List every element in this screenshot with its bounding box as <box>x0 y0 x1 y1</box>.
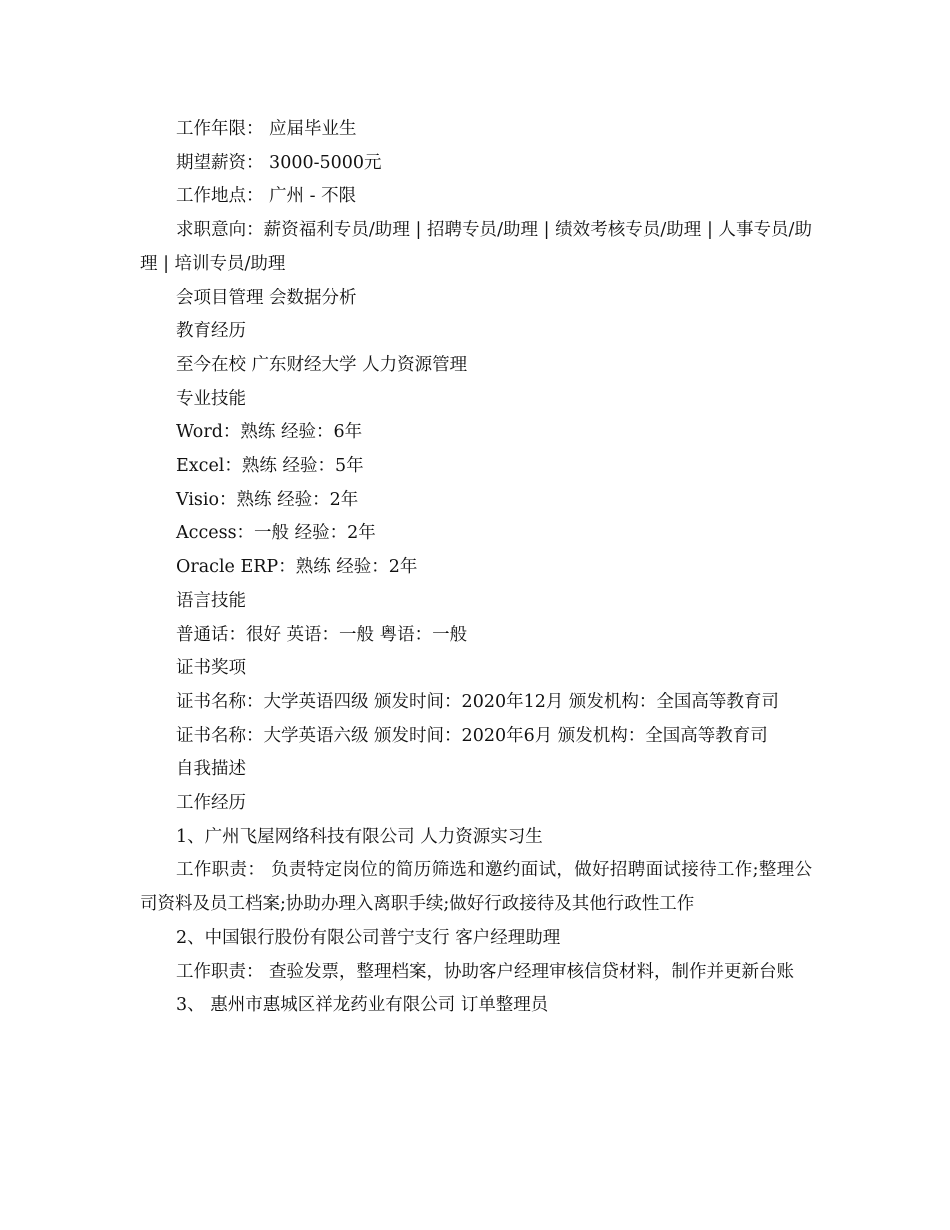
certificates-heading: 证书奖项 <box>176 658 246 679</box>
expected-salary-line: 期望薪资： 3000-5000元 <box>176 152 382 173</box>
self-description-heading: 自我描述 <box>176 759 246 780</box>
skill-excel: Excel：熟练 经验：5年 <box>176 456 364 477</box>
skill-word: Word：熟练 经验：6年 <box>176 422 363 443</box>
education-entry: 至今在校 广东财经大学 人力资源管理 <box>176 354 468 375</box>
job-1-duties: 工作职责： 负责特定岗位的简历筛选和邀约面试，做好招聘面试接待工作;整理公司资料及员工档案;协助办理入离职手续;做好行政接待及其他行政性工作 <box>140 860 812 915</box>
language-entry: 普通话：很好 英语：一般 粤语：一般 <box>176 624 468 645</box>
job-2-title: 2、中国银行股份有限公司普宁支行 客户经理助理 <box>176 927 561 948</box>
certificate-cet6: 证书名称：大学英语六级 颁发时间：2020年6月 颁发机构：全国高等教育司 <box>176 725 768 746</box>
skill-visio: Visio：熟练 经验：2年 <box>176 489 359 510</box>
education-heading: 教育经历 <box>176 321 246 342</box>
document-body <box>140 113 812 1023</box>
extra-skills-line: 会项目管理 会数据分析 <box>176 287 357 308</box>
work-experience-heading: 工作经历 <box>176 793 246 814</box>
language-heading: 语言技能 <box>176 590 246 611</box>
job-3-title: 3、 惠州市惠城区祥龙药业有限公司 订单整理员 <box>176 995 549 1016</box>
job-1-title: 1、广州飞屋网络科技有限公司 人力资源实习生 <box>176 826 543 847</box>
work-years-line: 工作年限： 应届毕业生 <box>176 119 357 139</box>
skill-access: Access：一般 经验：2年 <box>176 523 376 544</box>
certificate-cet4: 证书名称：大学英语四级 颁发时间：2020年12月 颁发机构：全国高等教育司 <box>176 691 779 712</box>
job-2-duties: 工作职责： 查验发票，整理档案，协助客户经理审核信贷材料，制作并更新台账 <box>176 961 795 982</box>
job-intention-line: 求职意向：薪资福利专员/助理 | 招聘专员/助理 | 绩效考核专员/助理 | 人事专员/助理 | 培训专员/助理 <box>140 220 812 274</box>
skills-heading: 专业技能 <box>176 388 246 409</box>
work-location-line: 工作地点： 广州 - 不限 <box>176 186 357 207</box>
skill-oracle-erp: Oracle ERP：熟练 经验：2年 <box>176 557 418 578</box>
